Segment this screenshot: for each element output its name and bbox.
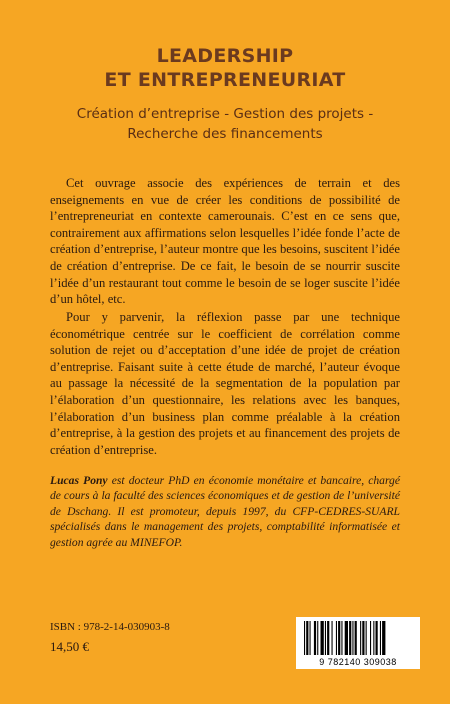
barcode-bar [317,621,318,655]
description-paragraph-1: Cet ouvrage associe des expériences de terrain et des enseignements en vue de créer les conditions de possibilité de l’entrepreneuriat en contexte camerounais. C’est en ce sens que, contrairement aux affirmations selon lesquelles l’idée fonde l’acte de création d’entreprise, l’auteur montre que les besoins, suscitent l’idée de création d’entreprise. De ce fait, le besoin de se nourrir suscite l’idée d’un restaurant tout comme le besoin de se loger suscite l’idée d’un hôtel, etc. [50,176,400,307]
subtitle-line-2: Recherche des financements [127,126,323,142]
barcode-bar [327,621,329,655]
author-bio-text: est docteur PhD en économie monétaire et bancaire, chargé de cours à la faculté des sciences économiques et de gestion de l’université de Dschang. Il est promoteur, depuis 1997, du CFP-CEDRES-SUARL spécialisés dans le management des projets, comptabilité informatisée et gestion agrée au MINEFOP. [50,474,401,549]
barcode-bar [310,621,311,655]
barcode-bars [302,621,414,657]
barcode-bar [362,621,364,655]
title-line-2: ET ENTREPRENEURIAT [104,69,346,91]
barcode-bar [366,621,367,655]
barcode-bar [360,621,361,655]
barcode-number: 9 782140 309038 [319,657,397,667]
price: 14,50 € [50,639,89,654]
barcode-bar [341,621,342,655]
title-line-1: LEADERSHIP [156,45,294,67]
barcode-bar [352,621,353,655]
subtitle-line-1: Création d’entreprise - Gestion des projets - [76,106,374,122]
barcode-bar [355,621,357,655]
barcode-bar [338,621,340,655]
barcode-bar [306,621,308,655]
description-paragraph-2: Pour y parvenir, la réflexion passe par une technique économétrique centrée sur le coefficient de corrélation comme solution de rejet ou d’acceptation d’une idée de projet de création d’entreprise. Faisant suite à cette étude de marché, l’auteur évoque au passage la nécessité de la segmentation de la population par l’élaboration d’un questionnaire, les relations avec les banques, l’élaboration d’un business plan comme préalable à la création d’entreprise, à la gestion des projets et au financement des projets de création d’entreprise. [50,310,400,457]
barcode-bar [345,621,348,655]
barcode-bar [321,621,324,655]
isbn: ISBN : 978-2-14-030903-8 [50,621,170,633]
author-name: Lucas Pony [50,474,108,487]
barcode-bar [376,621,378,655]
barcode-bar [349,621,351,655]
barcode-bar [373,621,374,655]
author-bio [50,473,400,550]
barcode-bar [325,621,326,655]
barcode-bar [304,621,305,655]
barcode-bar [332,621,333,655]
barcode-bar [370,621,371,655]
barcode [296,617,420,669]
barcode-bar [336,621,337,655]
barcode-bar [380,621,381,655]
barcode-bar [314,621,316,655]
barcode-bar [382,621,385,655]
